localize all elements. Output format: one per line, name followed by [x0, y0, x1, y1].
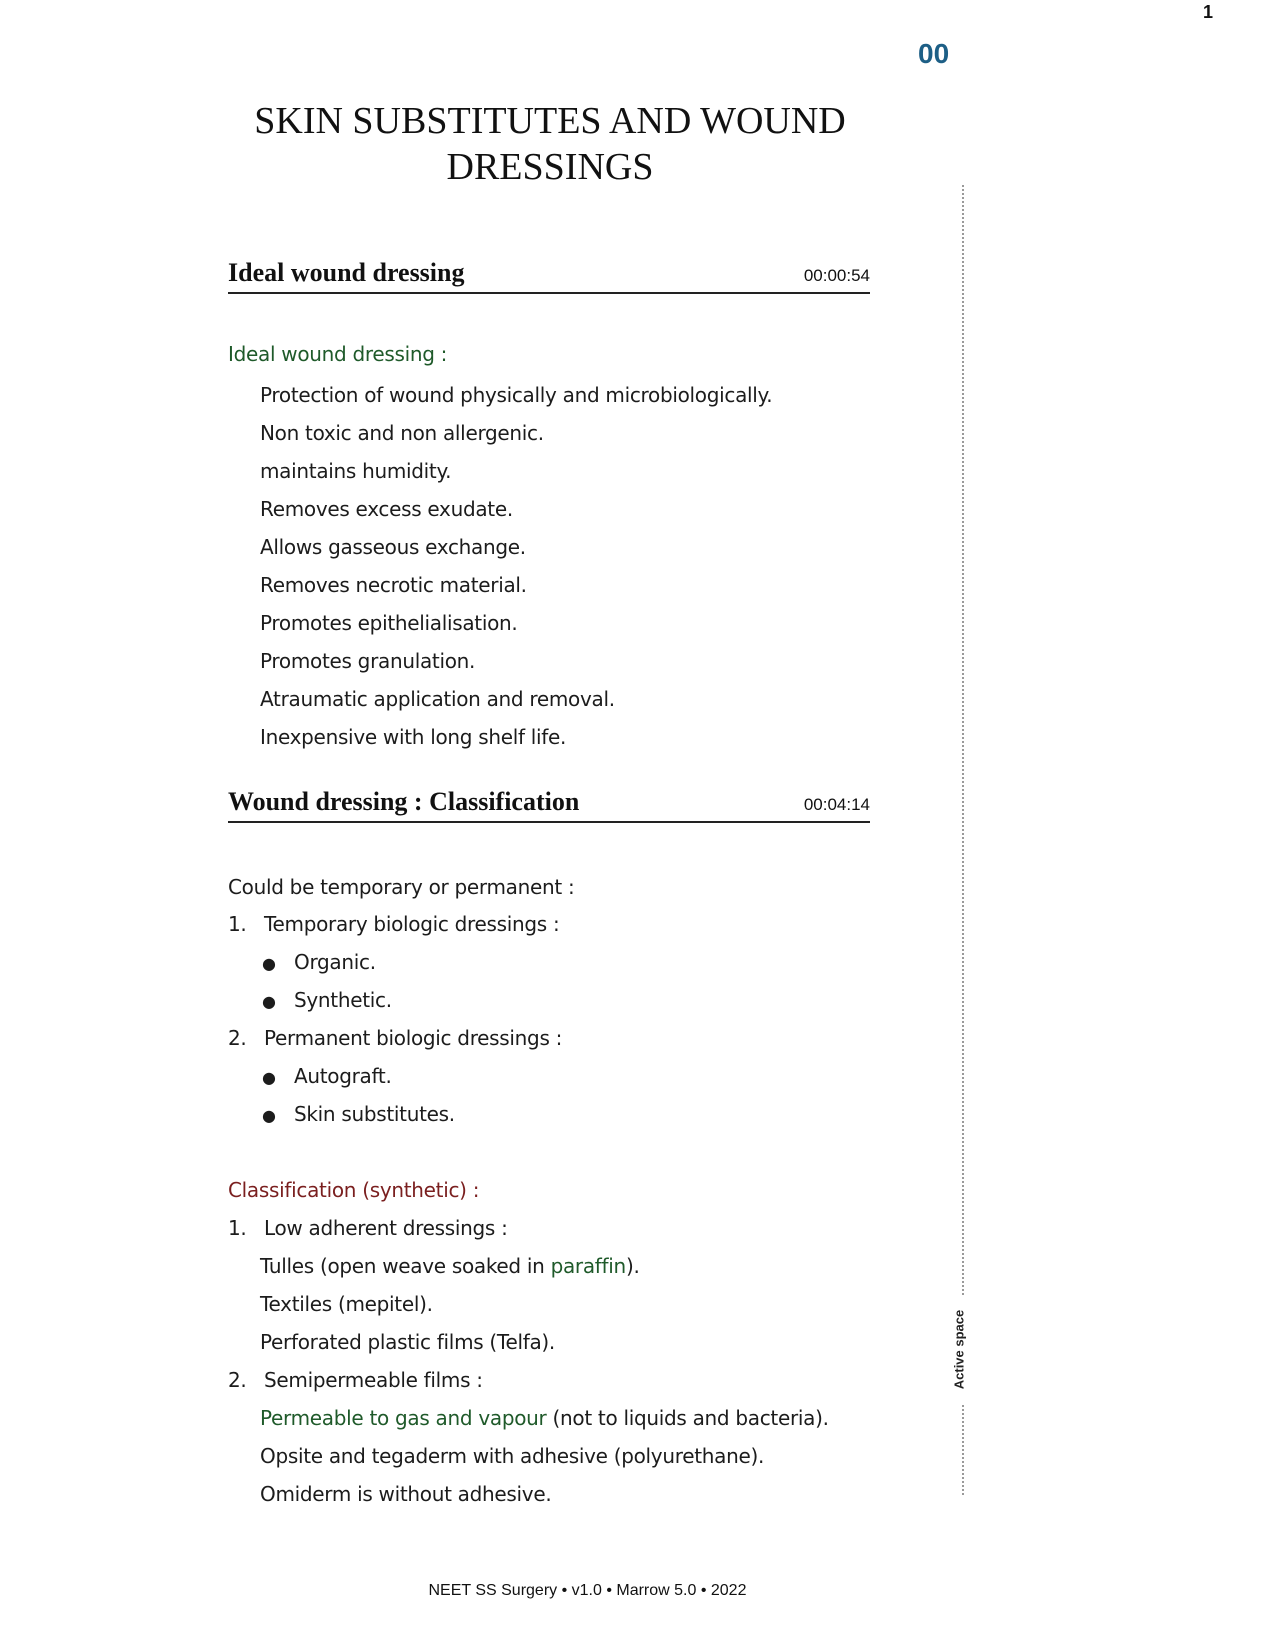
- page-title: [240, 98, 860, 190]
- footer: NEET SS Surgery • v1.0 • Marrow 5.0 • 2022: [428, 1582, 747, 1599]
- list-item: Removes necrotic material.: [260, 573, 527, 597]
- group-label: Low adherent dressings :: [264, 1216, 508, 1240]
- list-item: Protection of wound physically and microbiologically.: [260, 383, 773, 407]
- group-label-permanent: [228, 1026, 562, 1050]
- list-item: [262, 950, 376, 974]
- bullet-icon: ●: [262, 992, 276, 1011]
- list-item: Inexpensive with long shelf life.: [260, 725, 567, 749]
- group-number: 1.: [228, 912, 247, 936]
- group-label: Permanent biologic dressings :: [264, 1026, 563, 1050]
- list-item: [262, 1102, 455, 1126]
- section-header-classification: [228, 781, 870, 823]
- list-item: Opsite and tegaderm with adhesive (polyurethane).: [260, 1444, 765, 1468]
- group-number: 2.: [228, 1026, 247, 1050]
- list-item: [262, 1064, 392, 1088]
- section-title: Ideal wound dressing: [228, 258, 465, 287]
- list-item-text: Skin substitutes.: [294, 1102, 455, 1126]
- group-number: 2.: [228, 1368, 247, 1392]
- group-label-semipermeable: [228, 1368, 483, 1392]
- list-item: Removes excess exudate.: [260, 497, 513, 521]
- active-space-label: Active space: [950, 1296, 969, 1404]
- section-title: Wound dressing : Classification: [228, 787, 580, 816]
- list-item: [260, 1406, 829, 1430]
- bullet-icon: ●: [262, 1106, 276, 1125]
- group-label: Semipermeable films :: [264, 1368, 483, 1392]
- group-label-temporary: [228, 912, 559, 936]
- list-item: Perforated plastic films (Telfa).: [260, 1330, 555, 1354]
- list-item: [260, 1254, 640, 1278]
- list-item: Non toxic and non allergenic.: [260, 421, 544, 445]
- section-timestamp[interactable]: 00:04:14: [803, 795, 870, 814]
- page-number: 1: [1202, 2, 1213, 22]
- list-item: Promotes epithelialisation.: [260, 611, 518, 635]
- ideal-heading: Ideal wound dressing :: [228, 342, 448, 366]
- list-item-text: (not to liquids and bacteria).: [546, 1406, 829, 1430]
- classification-intro: Could be temporary or permanent :: [228, 875, 575, 899]
- list-item: Atraumatic application and removal.: [260, 687, 615, 711]
- highlight-text: paraffin: [550, 1254, 626, 1278]
- group-number: 1.: [228, 1216, 247, 1240]
- synthetic-heading: Classification (synthetic) :: [228, 1178, 480, 1202]
- list-item: Promotes granulation.: [260, 649, 476, 673]
- list-item-text: Organic.: [294, 950, 376, 974]
- bullet-icon: ●: [262, 1068, 276, 1087]
- group-label-low-adherent: [228, 1216, 508, 1240]
- list-item: Allows gasseous exchange.: [260, 535, 526, 559]
- list-item-text: ).: [625, 1254, 640, 1278]
- list-item-text: Tulles (open weave soaked in: [260, 1254, 551, 1278]
- section-timestamp[interactable]: 00:00:54: [803, 266, 870, 285]
- list-item: Textiles (mepitel).: [260, 1292, 433, 1316]
- highlight-text: Permeable to gas and vapour: [260, 1406, 547, 1430]
- list-item-text: Synthetic.: [294, 988, 392, 1012]
- ideal-list: [260, 376, 772, 756]
- list-item-text: Autograft.: [294, 1064, 392, 1088]
- list-item: maintains humidity.: [260, 459, 452, 483]
- title-line-2: DRESSINGS: [446, 146, 654, 188]
- section-header-ideal: [228, 252, 870, 294]
- list-item: Omiderm is without adhesive.: [260, 1482, 552, 1506]
- chapter-number: 00: [918, 38, 950, 69]
- title-line-1: SKIN SUBSTITUTES AND WOUND: [254, 100, 846, 142]
- bullet-icon: ●: [262, 954, 276, 973]
- group-label: Temporary biologic dressings :: [264, 912, 560, 936]
- list-item: [262, 988, 392, 1012]
